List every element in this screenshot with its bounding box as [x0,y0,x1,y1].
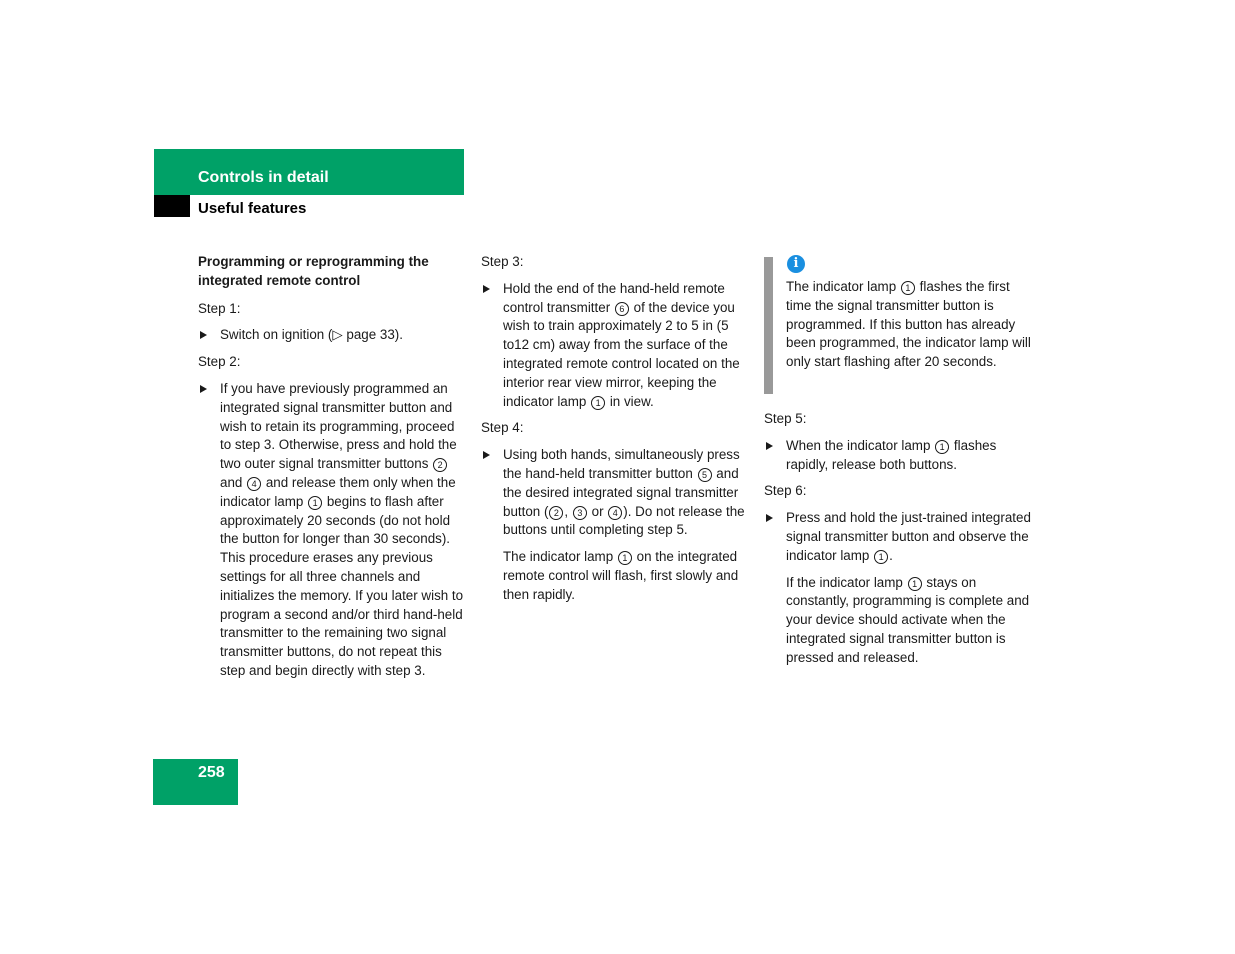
step-5-label: Step 5: [764,411,807,426]
step-4-label: Step 4: [481,420,524,436]
page-number-box [153,759,238,805]
subsection-title: Useful features [198,200,307,217]
instruction-text: ). Do not release the buttons until completing step 5. [503,503,745,538]
callout-number: 2 [433,458,447,472]
section-title: Controls in detail [198,169,329,186]
step-1-instruction [198,326,466,345]
step-6-instruction [764,509,1032,565]
step-3-instruction [481,280,749,412]
instruction-text: . [889,547,893,563]
subsection-marker [154,195,190,217]
callout-number: 6 [615,302,629,316]
note-text: on the integrated remote control will flash, first slowly and then rapidly. [503,549,739,602]
instruction-text: When the indicator lamp [786,437,931,453]
instruction-text: flashes rapidly, release both buttons. [786,437,997,472]
step-6-note [764,574,1032,668]
instruction-text: Hold the end of the hand-held remote control transmitter [503,280,725,315]
column-2 [481,253,749,613]
callout-number: 5 [698,468,712,482]
callout-number: 4 [608,506,622,520]
bullet-triangle-icon [766,514,773,522]
instruction-text: Press and hold the just-trained integrated signal transmitter button and observe the indicator lamp [786,510,1031,563]
callout-number: 4 [247,477,261,491]
callout-number: 1 [308,496,322,510]
callout-number: 1 [618,551,632,565]
step-2-instruction [198,380,466,681]
instruction-text: begins to flash after approximately 20 seconds (do not hold the button for longer than 30 seconds). This procedure erases any previous settings for all three channels and initializes the memory. If you later wish to program a second and/or third hand-held transmitter to the remaining two signal transmitter buttons, do not repeat this step and begin directly with step 3. [220,493,464,678]
step-4-instruction [481,446,749,540]
instruction-text: and the desired integrated signal transmitter button ( [503,465,739,519]
callout-number: 1 [874,550,888,564]
column-1 [198,253,466,689]
step-5-instruction [764,437,1032,475]
info-icon: i [787,255,805,273]
bullet-triangle-icon [766,442,773,450]
bullet-triangle-icon [200,385,207,393]
callout-number: 1 [908,577,922,591]
callout-number: 2 [549,506,563,520]
step-2-label: Step 2: [198,354,241,370]
column-3 [764,410,1032,676]
instruction-text: Using both hands, simultaneously press the hand-held transmitter button [503,447,740,481]
instruction-text: Switch on ignition (▷ page 33). [220,327,403,343]
note-text: The indicator lamp [503,549,614,565]
callout-number: 1 [935,440,949,454]
instruction-text: and [220,474,243,490]
instruction-text: If you have previously programmed an integrated signal transmitter button and wish to retain its programming, proceed to step 3. Otherwise, press and hold the two outer signal transmitter buttons [220,380,457,472]
page-number: 258 [198,764,225,781]
note-text: flashes the first time the signal transmitter button is programmed. If this button has already been programmed, the indicator lamp will only start flashing after 20 seconds. [786,279,1031,370]
procedure-heading: Programming or reprogramming the integrated remote control [198,254,429,288]
note-text: If the indicator lamp [786,574,903,590]
instruction-text: in view. [609,393,654,409]
step-1-label: Step 1: [198,300,241,316]
instruction-text: or [591,503,604,519]
step-6-label: Step 6: [764,483,807,499]
step-3-label: Step 3: [481,254,524,269]
instruction-text: , [564,503,569,519]
note-sidebar [764,257,773,394]
callout-number: 1 [591,396,605,410]
callout-number: 3 [573,506,587,520]
instruction-text: and release them only when the indicator lamp [220,474,456,509]
bullet-triangle-icon [483,285,490,293]
step-4-note [481,548,749,604]
callout-number: 1 [901,281,915,295]
bullet-triangle-icon [483,451,490,459]
bullet-triangle-icon [200,331,207,339]
instruction-text: of the device you wish to train approximately 2 to 5 in (5 to12 cm) away from the surface of the integrated remote control located on the interior rear view mirror, keeping the indicator lamp [503,299,740,409]
note-text: stays on constantly, programming is complete and your device should activate when the integrated signal transmitter button is pressed and released. [786,574,1030,665]
info-note [786,278,1034,372]
note-text: The indicator lamp [786,279,897,294]
